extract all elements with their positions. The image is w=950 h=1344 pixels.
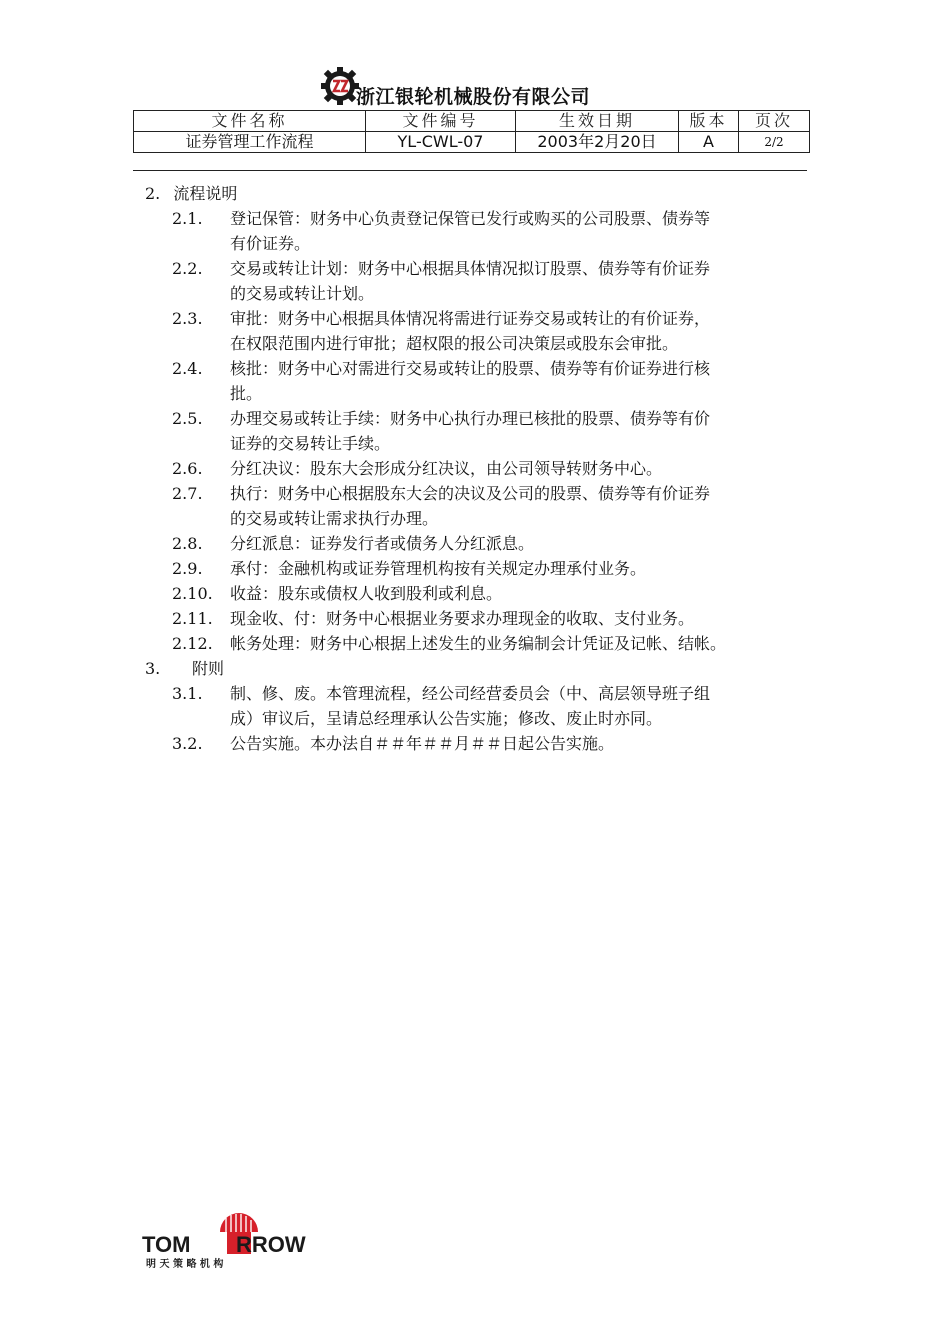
label-effective-date: 生效日期 [516,111,679,132]
item-text: 帐务处理：财务中心根据上述发生的业务编制会计凭证及记帐、结帐。 [230,634,727,653]
label-file-name: 文件名称 [134,111,366,132]
item-text: 公告实施。本办法自＃＃年＃＃月＃＃日起公告实施。 [230,734,615,753]
footer-brand-right: RROW [236,1232,306,1257]
info-value-row [134,132,810,153]
item-text: 现金收、付：财务中心根据业务要求办理现金的收取、支付业务。 [230,609,695,628]
section-title: 流程说明 [173,184,238,203]
item-number: 2.6. [172,459,203,478]
item-number: 2.9. [172,559,203,578]
item-text: 分红决议：股东大会形成分红决议，由公司领导转财务中心。 [230,459,663,478]
item-number: 2.3. [172,309,203,328]
footer-brand-left: TOM [142,1232,191,1257]
item-number: 2.12. [172,634,213,653]
item-text: 制、修、废。本管理流程，经公司经营委员会（中、高层领导班子组 [230,684,711,703]
item-number: 2.2. [172,259,203,278]
info-label-row [134,111,810,132]
company-logo-icon [320,66,360,106]
value-page: 2/2 [739,132,810,153]
value-file-name: 证券管理工作流程 [134,132,366,153]
item-text: 登记保管：财务中心负责登记保管已发行或购买的公司股票、债券等 [230,209,711,228]
footer-brand-cn: 明 天 策 略 机 构 [146,1259,224,1270]
item-text: 的交易或转让需求执行办理。 [230,509,439,528]
company-name: 浙江银轮机械股份有限公司 [356,86,591,108]
item-text: 批。 [230,384,263,403]
header-divider [133,170,807,171]
item-text: 承付：金融机构或证券管理机构按有关规定办理承付业务。 [230,559,647,578]
item-number: 3.1. [172,684,203,703]
item-text: 在权限范围内进行审批；超权限的报公司决策层或股东会审批。 [230,334,679,353]
label-version: 版本 [679,111,739,132]
item-number: 2.10. [172,584,213,603]
section-number: 2. [145,184,161,203]
value-effective-date: 2003年2月20日 [516,132,679,153]
item-number: 2.5. [172,409,203,428]
item-text: 收益：股东或债权人收到股利或利息。 [230,584,503,603]
document-info-table [133,110,810,153]
section-title: 附则 [192,659,225,678]
item-text: 核批：财务中心对需进行交易或转让的股票、债券等有价证券进行核 [230,359,711,378]
item-number: 3.2. [172,734,203,753]
value-version: A [679,132,739,153]
item-number: 2.8. [172,534,203,553]
item-text: 审批：财务中心根据具体情况将需进行证券交易或转让的有价证券， [230,309,711,328]
item-number: 2.1. [172,209,203,228]
item-text: 办理交易或转让手续：财务中心执行办理已核批的股票、债券等有价 [230,409,711,428]
item-text: 执行：财务中心根据股东大会的决议及公司的股票、债券等有价证券 [230,484,711,503]
item-number: 2.11. [172,609,213,628]
item-text: 有价证券。 [230,234,311,253]
value-file-code: YL-CWL-07 [366,132,516,153]
item-text: 分红派息：证券发行者或债务人分红派息。 [230,534,535,553]
item-number: 2.4. [172,359,203,378]
section-number: 3. [145,659,161,678]
section-heading [145,183,237,205]
item-text: 的交易或转让计划。 [230,284,375,303]
item-text: 成）审议后，呈请总经理承认公告实施；修改、废止时亦同。 [230,709,663,728]
item-number: 2.7. [172,484,203,503]
label-file-code: 文件编号 [366,111,516,132]
document-header [0,62,950,110]
item-text: 证券的交易转让手续。 [230,434,391,453]
tomorrow-logo-icon [142,1210,312,1270]
item-text: 交易或转让计划：财务中心根据具体情况拟订股票、债券等有价证券 [230,259,711,278]
label-page: 页次 [739,111,810,132]
